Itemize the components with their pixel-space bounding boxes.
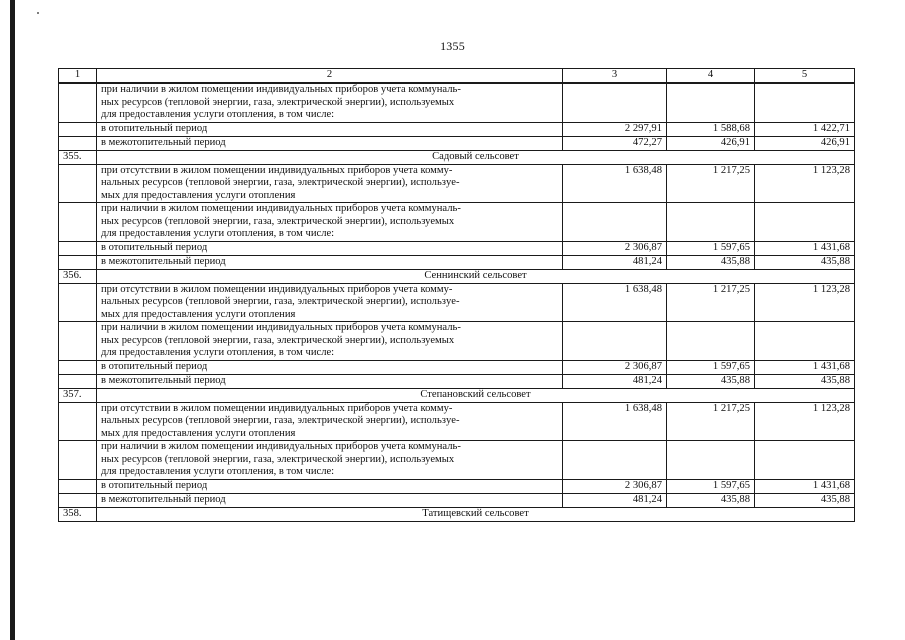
row-description <box>97 203 563 242</box>
value-cell-5 <box>755 83 855 122</box>
section-number: 358. <box>59 507 97 521</box>
description-line: в межотопительный период <box>101 493 226 505</box>
value-cell-5: 426,91 <box>755 136 855 150</box>
row-number-cell <box>59 255 97 269</box>
value-cell-5 <box>755 203 855 242</box>
row-number-cell <box>59 360 97 374</box>
header-cell-3: 3 <box>563 69 667 84</box>
section-row <box>59 150 855 164</box>
value-cell-4: 426,91 <box>667 136 755 150</box>
value-cell-5: 1 123,28 <box>755 164 855 203</box>
table-row <box>59 360 855 374</box>
value-cell-3: 481,24 <box>563 493 667 507</box>
value-cell-4: 1 597,65 <box>667 241 755 255</box>
row-number-cell <box>59 136 97 150</box>
section-row <box>59 507 855 521</box>
description-line: для предоставления услуги отопления, в том числе: <box>101 466 335 477</box>
value-cell-4: 1 597,65 <box>667 479 755 493</box>
description-line: мых для предоставления услуги отопления <box>101 427 296 439</box>
value-cell-4: 1 217,25 <box>667 164 755 203</box>
row-description <box>97 122 563 136</box>
value-cell-3: 1 638,48 <box>563 283 667 322</box>
description-line: нальных ресурсов (тепловой энергии, газа, электрической энергии), использye- <box>101 415 460 426</box>
table-row <box>59 479 855 493</box>
description-line: нальных ресурсов (тепловой энергии, газа, электрической энергии), использye- <box>101 296 460 307</box>
description-line: при наличии в жилом помещении индивидуальных приборов учета коммуналь- <box>101 441 461 452</box>
value-cell-4: 435,88 <box>667 493 755 507</box>
row-description <box>97 360 563 374</box>
value-cell-4: 1 217,25 <box>667 402 755 441</box>
table-row <box>59 241 855 255</box>
description-line: в отопительный период <box>101 479 208 491</box>
description-line: при наличии в жилом помещении индивидуальных приборов учета коммуналь- <box>101 322 461 333</box>
row-description <box>97 479 563 493</box>
table-row <box>59 402 855 441</box>
value-cell-3: 2 306,87 <box>563 360 667 374</box>
row-number-cell <box>59 241 97 255</box>
row-number-cell <box>59 322 97 361</box>
table-row <box>59 83 855 122</box>
table-row <box>59 441 855 480</box>
table-row <box>59 164 855 203</box>
value-cell-3 <box>563 203 667 242</box>
section-number: 355. <box>59 150 97 164</box>
row-description <box>97 374 563 388</box>
table-row <box>59 283 855 322</box>
page-number: 1355 <box>440 39 465 53</box>
value-cell-4 <box>667 441 755 480</box>
value-cell-4 <box>667 83 755 122</box>
table-row <box>59 136 855 150</box>
row-number-cell <box>59 203 97 242</box>
header-cell-4: 4 <box>667 69 755 84</box>
value-cell-4 <box>667 203 755 242</box>
value-cell-3: 1 638,48 <box>563 164 667 203</box>
description-line: при отсутствии в жилом помещении индивидуальных приборов учета комму- <box>101 164 453 176</box>
header-cell-2: 2 <box>97 69 563 84</box>
value-cell-5: 1 123,28 <box>755 402 855 441</box>
value-cell-3: 481,24 <box>563 374 667 388</box>
description-line: ных ресурсов (тепловой энергии, газа, электрической энергии), используемых <box>101 334 455 346</box>
value-cell-3 <box>563 322 667 361</box>
table-row <box>59 374 855 388</box>
scan-edge <box>10 0 15 640</box>
row-number-cell <box>59 493 97 507</box>
description-line: в межотопительный период <box>101 374 226 386</box>
value-cell-3: 2 306,87 <box>563 241 667 255</box>
row-number-cell <box>59 374 97 388</box>
description-line: в межотопительный период <box>101 136 226 148</box>
description-line: в межотопительный период <box>101 255 226 267</box>
section-name: Степановский сельсовет <box>97 388 855 402</box>
section-name: Садовый сельсовет <box>97 150 855 164</box>
description-line: нальных ресурсов (тепловой энергии, газа, электрической энергии), использye- <box>101 177 460 188</box>
section-number: 357. <box>59 388 97 402</box>
description-line: ных ресурсов (тепловой энергии, газа, электрической энергии), используемых <box>101 453 455 465</box>
section-name: Татищевский сельсовет <box>97 507 855 521</box>
description-line: для предоставления услуги отопления, в том числе: <box>101 347 335 358</box>
table-row <box>59 122 855 136</box>
description-line: для предоставления услуги отопления, в том числе: <box>101 109 335 120</box>
row-description <box>97 241 563 255</box>
value-cell-4: 1 588,68 <box>667 122 755 136</box>
value-cell-4: 435,88 <box>667 255 755 269</box>
description-line: при отсутствии в жилом помещении индивидуальных приборов учета комму- <box>101 283 453 295</box>
table-row <box>59 255 855 269</box>
value-cell-5: 1 123,28 <box>755 283 855 322</box>
description-line: ных ресурсов (тепловой энергии, газа, электрической энергии), используемых <box>101 215 455 227</box>
row-number-cell <box>59 441 97 480</box>
value-cell-4: 1 597,65 <box>667 360 755 374</box>
description-line: мых для предоставления услуги отопления <box>101 189 296 201</box>
value-cell-5 <box>755 441 855 480</box>
tariff-table <box>58 68 855 522</box>
value-cell-3: 481,24 <box>563 255 667 269</box>
header-cell-1: 1 <box>59 69 97 84</box>
row-number-cell <box>59 83 97 122</box>
row-description <box>97 83 563 122</box>
description-line: для предоставления услуги отопления, в том числе: <box>101 228 335 239</box>
value-cell-4: 435,88 <box>667 374 755 388</box>
value-cell-3: 1 638,48 <box>563 402 667 441</box>
row-number-cell <box>59 479 97 493</box>
value-cell-3: 2 297,91 <box>563 122 667 136</box>
value-cell-3: 472,27 <box>563 136 667 150</box>
section-name: Сеннинский сельсовет <box>97 269 855 283</box>
description-line: при наличии в жилом помещении индивидуальных приборов учета коммуналь- <box>101 84 461 95</box>
description-line: в отопительный период <box>101 360 208 372</box>
row-description <box>97 493 563 507</box>
description-line: мых для предоставления услуги отопления <box>101 308 296 320</box>
row-description <box>97 255 563 269</box>
value-cell-5: 1 431,68 <box>755 479 855 493</box>
header-cell-5: 5 <box>755 69 855 84</box>
description-line: в отопительный период <box>101 122 208 134</box>
row-description <box>97 322 563 361</box>
value-cell-4: 1 217,25 <box>667 283 755 322</box>
value-cell-5: 1 431,68 <box>755 241 855 255</box>
row-number-cell <box>59 122 97 136</box>
scan-speck <box>37 12 39 14</box>
description-line: при наличии в жилом помещении индивидуальных приборов учета коммуналь- <box>101 203 461 214</box>
row-number-cell <box>59 402 97 441</box>
section-row <box>59 269 855 283</box>
value-cell-3 <box>563 441 667 480</box>
row-number-cell <box>59 164 97 203</box>
table-row <box>59 322 855 361</box>
description-line: в отопительный период <box>101 241 208 253</box>
value-cell-5 <box>755 322 855 361</box>
row-description <box>97 402 563 441</box>
section-number: 356. <box>59 269 97 283</box>
value-cell-5: 1 422,71 <box>755 122 855 136</box>
value-cell-4 <box>667 322 755 361</box>
value-cell-3 <box>563 83 667 122</box>
row-description <box>97 283 563 322</box>
row-number-cell <box>59 283 97 322</box>
row-description <box>97 136 563 150</box>
section-row <box>59 388 855 402</box>
row-description <box>97 164 563 203</box>
table-row <box>59 493 855 507</box>
value-cell-5: 435,88 <box>755 374 855 388</box>
description-line: ных ресурсов (тепловой энергии, газа, электрической энергии), используемых <box>101 96 455 108</box>
row-description <box>97 441 563 480</box>
value-cell-5: 435,88 <box>755 255 855 269</box>
table-header-row <box>59 69 855 84</box>
description-line: при отсутствии в жилом помещении индивидуальных приборов учета комму- <box>101 402 453 414</box>
table-row <box>59 203 855 242</box>
value-cell-5: 435,88 <box>755 493 855 507</box>
value-cell-5: 1 431,68 <box>755 360 855 374</box>
value-cell-3: 2 306,87 <box>563 479 667 493</box>
